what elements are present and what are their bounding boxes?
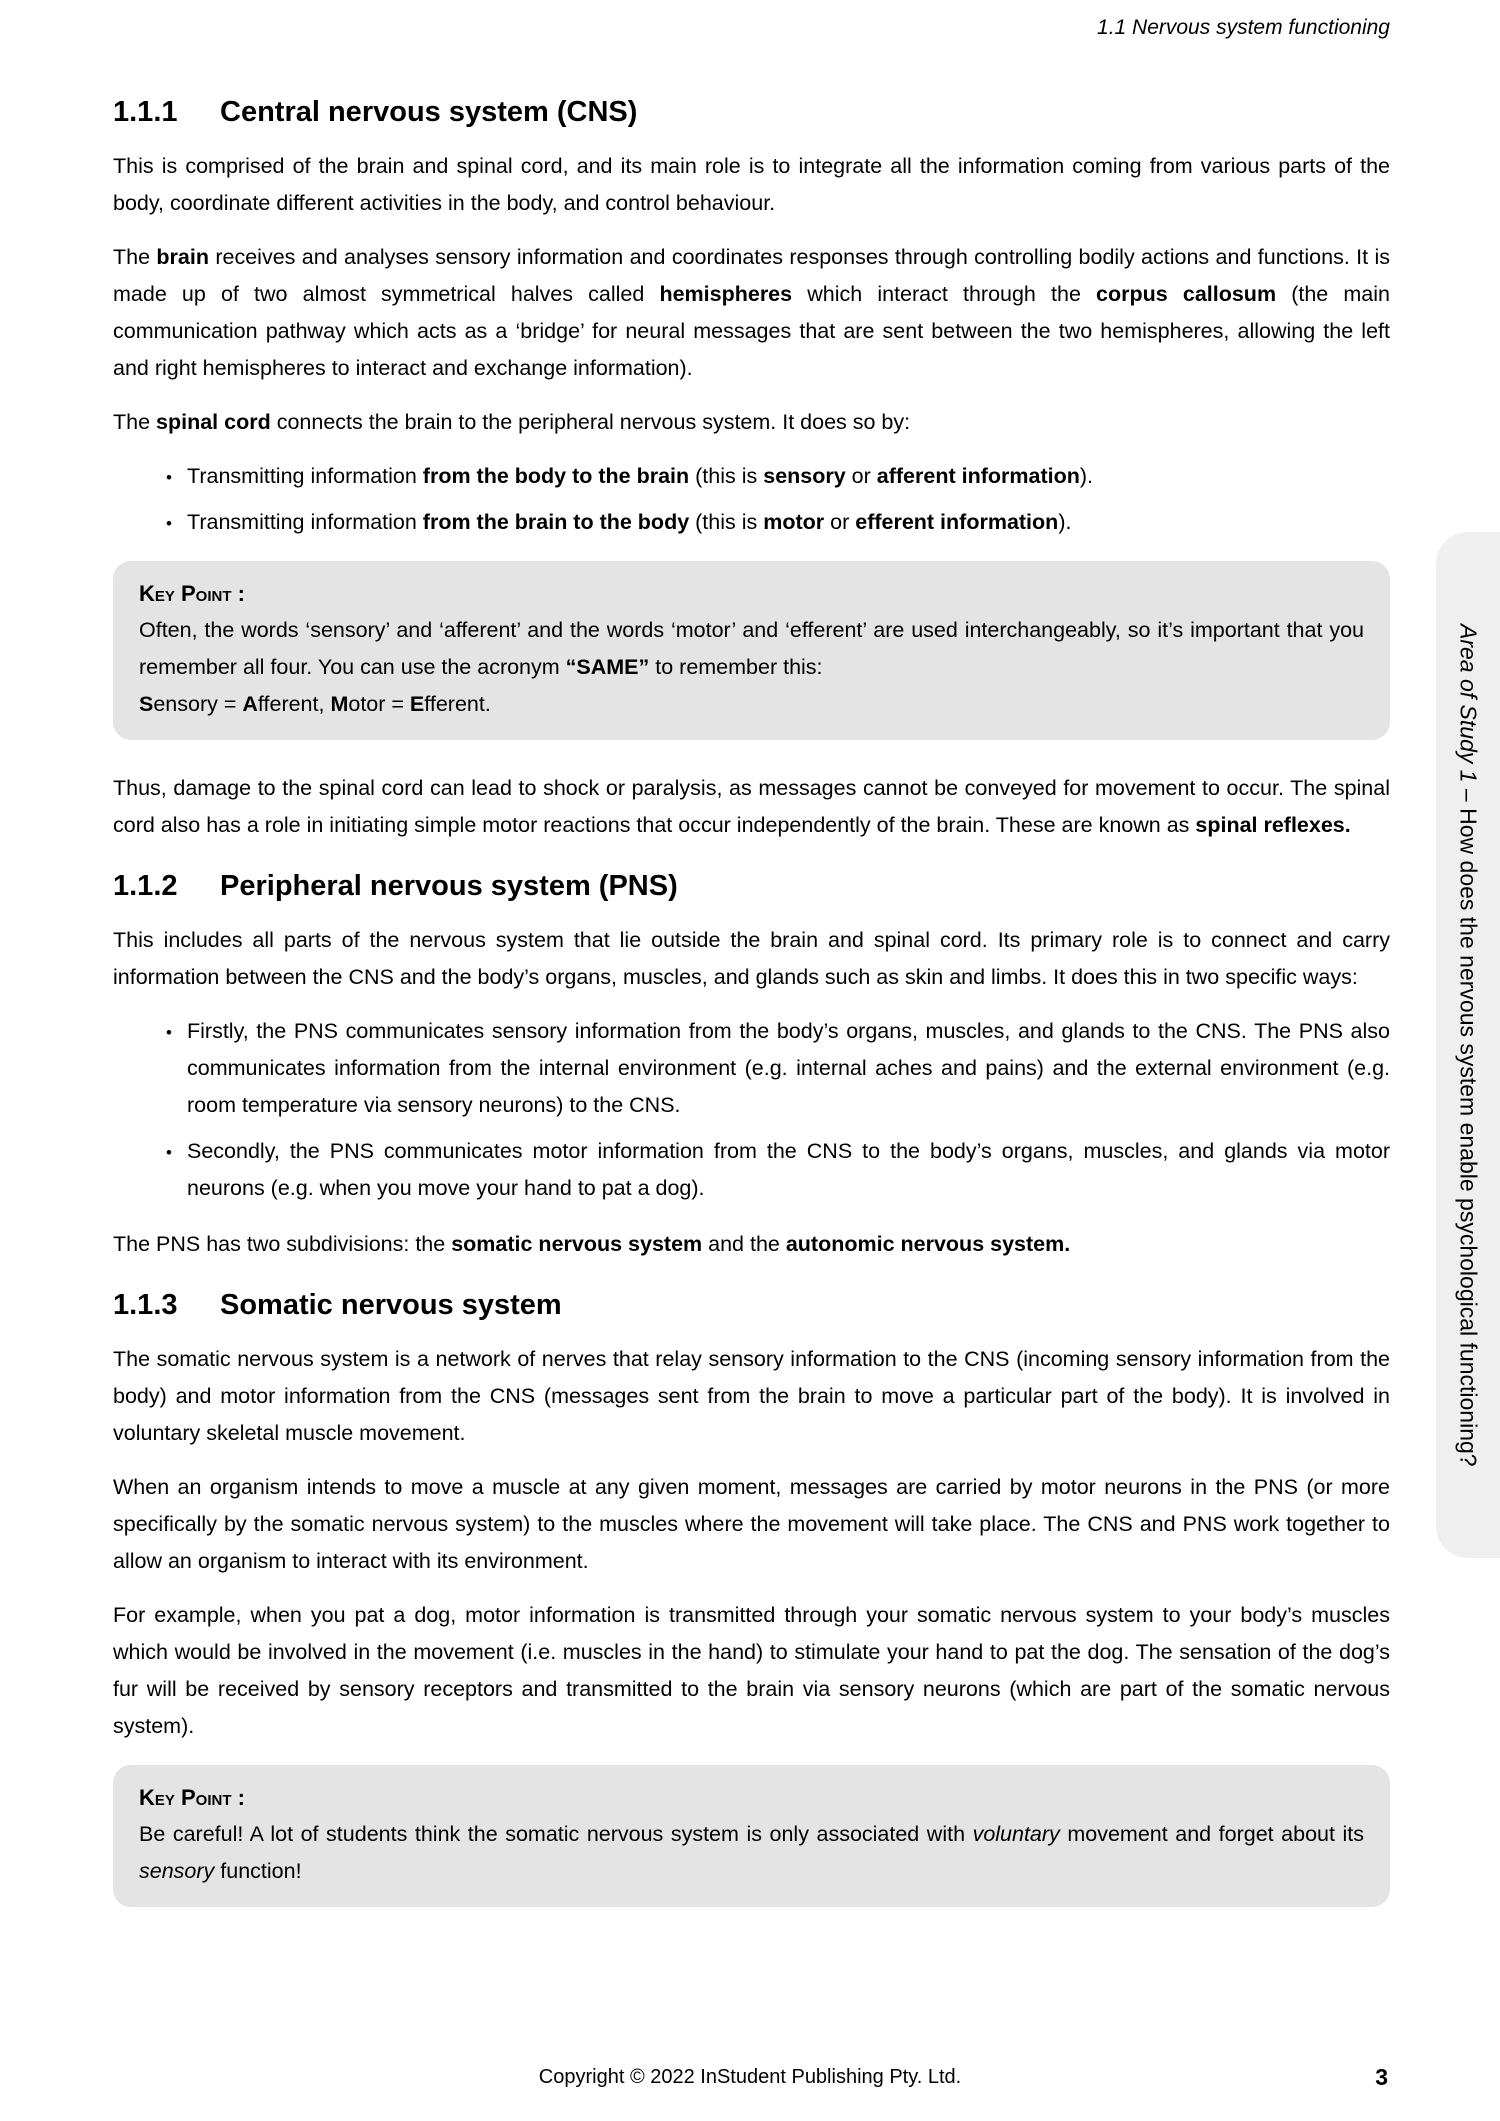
paragraph-spinal-reflexes: Thus, damage to the spinal cord can lead to shock or paralysis, as messages cannot be conveyed for movement to occur. The spinal cord also has a role in initiating simple motor reactions that occur independently of the brain. These are known as spinal reflexes. — [113, 776, 1390, 837]
paragraph-cns-intro: This is comprised of the brain and spinal cord, and its main role is to integrate all the information coming from various parts of the body, coordinate different activities in the body, and control behaviour. — [113, 154, 1390, 215]
paragraph-somatic-motor: When an organism intends to move a muscle at any given moment, messages are carried by motor neurons in the PNS (or more specifically by the somatic nervous system) to the muscles where the movement will take place. The CNS and PNS work together to allow an organism to interact with its environment. — [113, 1475, 1390, 1573]
section-number: 1.1.2 — [113, 870, 178, 902]
list-item: • Transmitting information from the body to the brain (this is sensory or afferent information). — [162, 458, 1390, 495]
key-point-box-careful — [113, 1765, 1390, 1907]
area-of-study-tab — [1436, 532, 1500, 1558]
paragraph-somatic-example: For example, when you pat a dog, motor information is transmitted through your somatic nervous system to your body’s muscles which would be involved in the movement (i.e. muscles in the hand) to stimulate your hand to pat the dog. The sensation of the dog’s fur will be received by sensory receptors and transmitted to the brain via sensory neurons (which are part of the somatic nervous system). — [113, 1603, 1390, 1738]
paragraph-spinal-cord: The spinal cord connects the brain to the peripheral nervous system. It does so by: — [113, 410, 911, 434]
section-title: Peripheral nervous system (PNS) — [220, 870, 678, 902]
key-point-text: Be careful! A lot of students think the somatic nervous system is only associated with voluntary movement and forget about its sensory function! — [139, 1822, 1364, 1883]
key-point-box-same — [113, 561, 1390, 740]
running-header: 1.1 Nervous system functioning — [1097, 16, 1390, 39]
footer-copyright: Copyright © 2022 InStudent Publishing Pty. Ltd. — [538, 2066, 962, 2088]
paragraph-pns-intro: This includes all parts of the nervous system that lie outside the brain and spinal cord. Its primary role is to connect and carry information between the CNS and the body’s organs, muscles, and glands such as skin and limbs. It does this in two specific ways: — [113, 928, 1390, 989]
section-heading-111 — [113, 96, 1390, 128]
paragraph-somatic-intro: The somatic nervous system is a network of nerves that relay sensory information to the CNS (incoming sensory information from the body) and motor information from the CNS (messages sent from the brain to move a particular part of the body). It is involved in voluntary skeletal muscle movement. — [113, 1347, 1390, 1445]
page-number: 3 — [1375, 2064, 1388, 2090]
spinal-cord-bullet-list — [113, 458, 1390, 541]
key-point-text: Often, the words ‘sensory’ and ‘afferent’ and the words ‘motor’ and ‘efferent’ are used interchangeably, so it’s important that you remember all four. You can use the acronym “SAME” to remember this: Sensory = Afferent, Motor = Efferent. — [139, 618, 1364, 716]
list-item: • Secondly, the PNS communicates motor information from the CNS to the body’s organs, muscles, and glands via motor neurons (e.g. when you move your hand to pat a dog). — [162, 1133, 1390, 1207]
key-point-label: Key Point : — [139, 581, 245, 606]
section-heading-113 — [113, 1289, 1390, 1321]
list-item: • Firstly, the PNS communicates sensory information from the body’s organs, muscles, and glands to the CNS. The PNS also communicates information from the internal environment (e.g. internal aches and pains) and the external environment (e.g. room temperature via sensory neurons) to the CNS. — [162, 1013, 1390, 1124]
paragraph-pns-subdivisions: The PNS has two subdivisions: the somatic nervous system and the autonomic nervous system. — [113, 1232, 1071, 1256]
list-item: • Transmitting information from the brain to the body (this is motor or efferent information). — [162, 504, 1390, 541]
section-title: Somatic nervous system — [220, 1289, 562, 1321]
section-number: 1.1.3 — [113, 1289, 178, 1321]
key-point-label: Key Point : — [139, 1785, 245, 1810]
section-title: Central nervous system (CNS) — [220, 96, 638, 128]
section-number: 1.1.1 — [113, 96, 178, 128]
section-heading-112 — [113, 870, 1390, 902]
pns-bullet-list — [113, 1013, 1390, 1207]
paragraph-brain: The brain receives and analyses sensory information and coordinates responses through controlling bodily actions and functions. It is made up of two almost symmetrical halves called hemispheres which interact through the corpus callosum (the main communication pathway which acts as a ‘bridge’ for neural messages that are sent between the two hemispheres, allowing the left and right hemispheres to interact and exchange information). — [113, 245, 1390, 380]
page-content — [113, 96, 1390, 1937]
area-of-study-label: Area of Study 1 – How does the nervous system enable psychological functioning? — [1455, 623, 1482, 1467]
